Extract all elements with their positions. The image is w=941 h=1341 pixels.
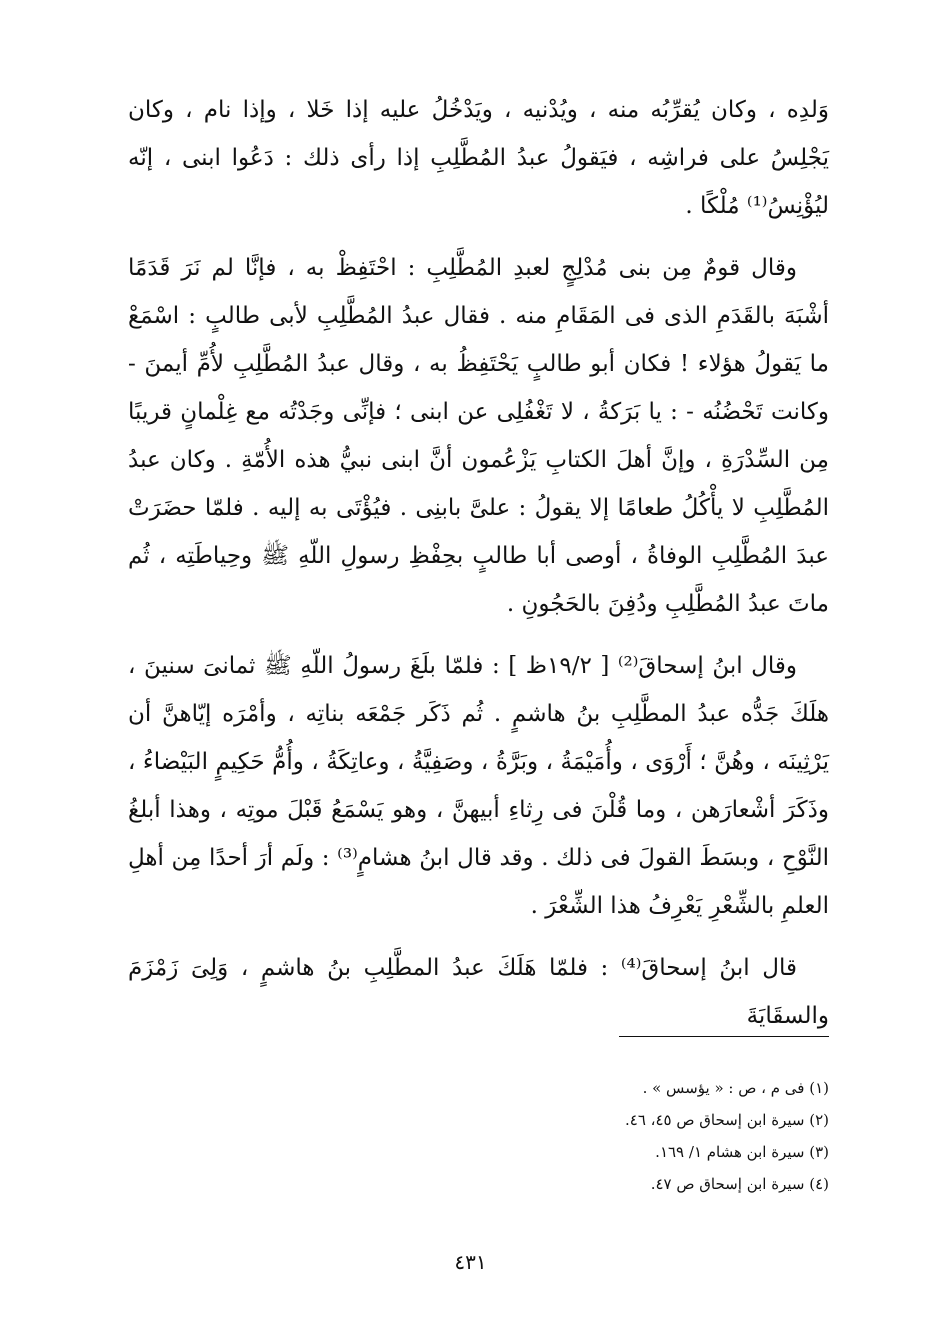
- footnote-3: (٣) سيرة ابن هشام ١/ ١٦٩.: [655, 1143, 829, 1161]
- footnote-1: (١) فى م ، ص : « يؤسس » .: [642, 1079, 829, 1097]
- main-text: [128, 86, 829, 1040]
- footnote-4: (٤) سيرة ابن إسحاق ص ٤٧.: [650, 1175, 829, 1193]
- paragraph-4: قال ابنُ إسحاقَ⁽⁴⁾ : فلمّا هَلَكَ عبدُ المطَّلِبِ بنُ هاشمٍ ، وَلِىَ زَمْزَمَ والسقَايَةَ: [128, 955, 829, 1029]
- paragraph-1: وَلدِه ، وكان يُقرِّبُه منه ، ويُدْنيه ، ويَدْخُلُ عليه إذا خَلا ، وإذا نام ، وكان يَجْلِسُ على فراشِه ، فيَقولُ عبدُ المُطَّلِبِ إذا رأى ذلك : دَعُوا ابنى ، إنّه ليُؤْنِسُ⁽¹⁾ مُلْكًا .: [128, 97, 829, 219]
- paragraph-2: وقال قومٌ مِن بنى مُدْلِجٍ لعبدِ المُطَّلِبِ : احْتَفِظْ به ، فإنَّا لم نَرَ قَدَمًا أشْبَهَ بالقَدَمِ الذى فى المَقَامِ منه . فقال عبدُ المُطَّلِبِ لأبى طالبٍ : اسْمَعْ ما يَقولُ هؤلاء ! فكان أبو طالبٍ يَحْتَفِظُ به ، وقال عبدُ المُطَّلِبِ لأُمِّ أيمنَ - وكانت تَحْضُنُه - : يا بَرَكةُ ، لا تَغْفُلِى عن ابنى ؛ فإنِّى وجَدْتُه مع غِلْمانٍ قريبًا مِن السِّدْرَةِ ، وإنَّ أهلَ الكتابِ يَزْعُمون أنَّ ابنى نبيُّ هذه الأُمّةِ . وكان عبدُ المُطَّلِبِ لا يأْكُلُ طعامًا إلا يقولُ : علىَّ بابنِى . فيُؤْتَى به إليه . فلمّا حضَرَتْ عبدَ المُطَّلِبِ الوفاةُ ، أوصى أبا طالبٍ بحِفْظِ رسولِ اللّهِ ﷺ وحِياطَتِه ، ثُم ماتَ عبدُ المُطَّلِبِ ودُفِنَ بالحَجُونِ .: [128, 255, 829, 617]
- footnote-2: (٢) سيرة ابن إسحاق ص ٤٥، ٤٦.: [624, 1111, 829, 1129]
- footnotes: [400, 1072, 829, 1200]
- paragraph-3: وقال ابنُ إسحاقَ⁽²⁾ [ ١٩/٢ظ ] : فلمّا بلَغَ رسولُ اللّهِ ﷺ ثمانىَ سنينَ ، هلَكَ جَدُّه عبدُ المطَّلِبِ بنُ هاشمٍ . ثُم ذَكَر جَمْعَه بناتِه ، وأمْرَه إيّاهنَّ أن يَرْثِينَه ، وهُنَّ ؛ أَرْوَى ، وأُمَيْمَةُ ، وبَرَّةُ ، وصَفِيَّةُ ، وعاتِكَةُ ، وأُمُّ حَكِيمٍ البَيْضاءُ ، وذَكَرَ أشْعارَهن ، وما قُلْنَ فى رِثاءِ أبيهنَّ ، وهو يَسْمَعُ قَبْلَ موتِه ، وهذا أبلغُ النَّوْحِ ، وبسَطَ القولَ فى ذلك . وقد قال ابنُ هشامٍ⁽³⁾ : ولَم أرَ أحدًا مِن أهلِ العلمِ بالشِّعْرِ يَعْرِفُ هذا الشِّعْرَ .: [128, 653, 829, 919]
- footnote-separator: [619, 1036, 829, 1037]
- page-number: ٤٣١: [454, 1250, 487, 1274]
